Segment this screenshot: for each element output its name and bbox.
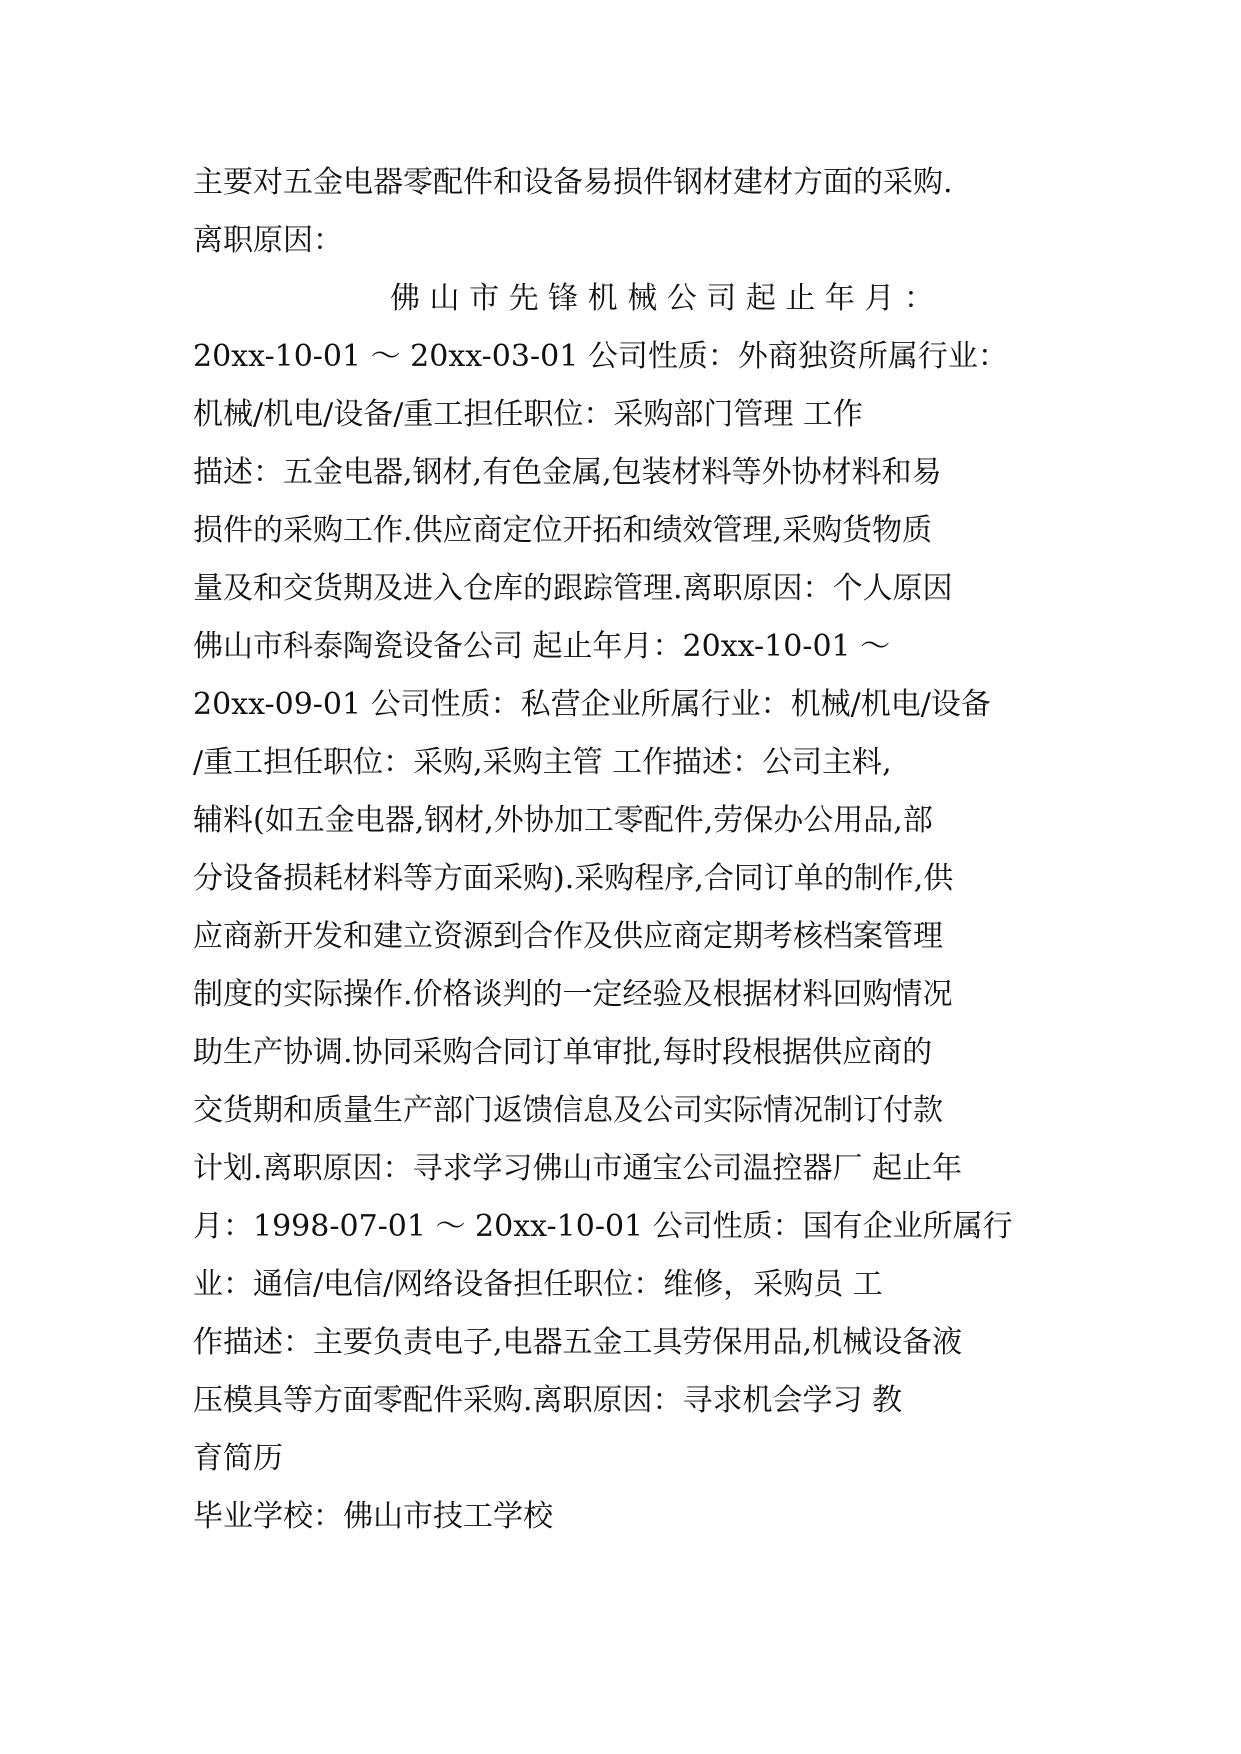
text-line: 交货期和质量生产部门返馈信息及公司实际情况制订付款 [193,1093,943,1128]
text-line: 月：1998-07-01 ～ 20xx-10-01 公司性质：国有企业所属行 [193,1209,1013,1244]
text-line: 辅料(如五金电器,钢材,外协加工零配件,劳保办公用品,部 [193,803,933,838]
text-line: 应商新开发和建立资源到合作及供应商定期考核档案管理 [193,919,943,954]
text-line: 业：通信/电信/网络设备担任职位：维修，采购员 工 [193,1267,883,1302]
text-line: 量及和交货期及进入仓库的跟踪管理.离职原因：个人原因 [193,571,953,606]
text-line: 主要对五金电器零配件和设备易损件钢材建材方面的采购. [193,165,953,200]
text-line: 育简历 [193,1441,283,1476]
text-line: 20xx-09-01 公司性质：私营企业所属行业：机械/机电/设备 [193,687,991,722]
text-line: 损件的采购工作.供应商定位开拓和绩效管理,采购货物质 [193,513,933,548]
text-line: 作描述：主要负责电子,电器五金工具劳保用品,机械设备液 [193,1325,963,1360]
text-line: /重工担任职位：采购,采购主管 工作描述：公司主料, [193,745,892,780]
text-line: 制度的实际操作.价格谈判的一定经验及根据材料回购情况 [193,977,953,1012]
text-line: 离职原因： [193,223,343,258]
text-line: 毕业学校：佛山市技工学校 [193,1499,553,1534]
text-line: 佛山市科泰陶瓷设备公司 起止年月：20xx-10-01 ～ [193,629,891,664]
text-line: 计划.离职原因：寻求学习佛山市通宝公司温控器厂 起止年 [193,1151,963,1186]
body-text [193,154,1053,1546]
text-line: 佛 山 市 先 锋 机 械 公 司 起 止 年 月 ： [390,281,934,316]
text-line: 描述：五金电器,钢材,有色金属,包装材料等外协材料和易 [193,455,942,490]
text-line: 压模具等方面零配件采购.离职原因：寻求机会学习 教 [193,1383,903,1418]
text-line: 机械/机电/设备/重工担任职位：采购部门管理 工作 [193,397,863,432]
text-line: 助生产协调.协同采购合同订单审批,每时段根据供应商的 [193,1035,933,1070]
text-line: 20xx-10-01 ～ 20xx-03-01 公司性质：外商独资所属行业： [193,339,1008,374]
text-line: 分设备损耗材料等方面采购).采购程序,合同订单的制作,供 [193,861,954,896]
